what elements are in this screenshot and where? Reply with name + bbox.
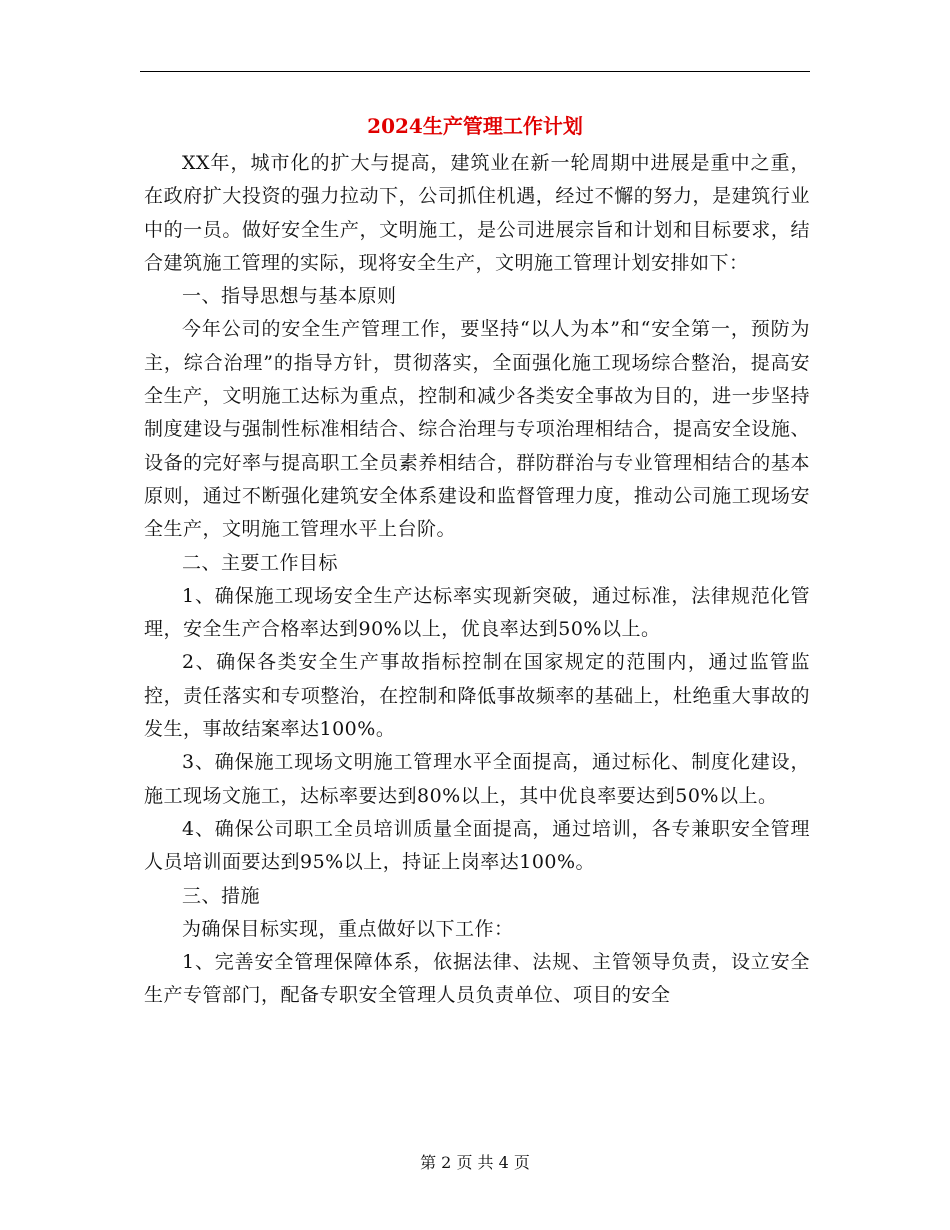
paragraph-goal-3: 3、确保施工现场文明施工管理水平全面提高，通过标化、制度化建设，施工现场文施工，达标率要达到80%以上，其中优良率要达到50%以上。 xyxy=(144,751,810,807)
paragraph-goal-4: 4、确保公司职工全员培训质量全面提高，通过培训，各专兼职安全管理人员培训面要达到95%以上，持证上岗率达100%。 xyxy=(144,817,810,874)
header-rule xyxy=(140,71,810,72)
paragraph-intro: XX年，城市化的扩大与提高，建筑业在新一轮周期中进展是重中之重，在政府扩大投资的强力拉动下，公司抓住机遇，经过不懈的努力，是建筑行业中的一员。做好安全生产，文明施工，是公司进展宗旨和计划和目标要求，结合建筑施工管理的实际，现将安全生产，文明施工管理计划安排如下： xyxy=(144,152,810,274)
paragraph-measures-intro: 为确保目标实现，重点做好以下工作： xyxy=(182,917,514,940)
heading-measures: 三、措施 xyxy=(182,884,261,907)
heading-guiding-principles: 一、指导思想与基本原则 xyxy=(182,285,397,308)
document-title: 2024生产管理工作计划 xyxy=(367,114,583,138)
paragraph-goal-2: 2、确保各类安全生产事故指标控制在国家规定的范围内，通过监管监控，责任落实和专项整治，在控制和降低事故频率的基础上，杜绝重大事故的发生，事故结案率达100%。 xyxy=(144,651,810,741)
paragraph-goal-1: 1、确保施工现场安全生产达标率实现新突破，通过标准，法律规范化管理，安全生产合格率达到90%以上，优良率达到50%以上。 xyxy=(144,584,810,641)
paragraph-measure-1: 1、完善安全管理保障体系，依据法律、法规、主管领导负责，设立安全生产专管部门，配备专职安全管理人员负责单位、项目的安全 xyxy=(144,951,810,1007)
paragraph-principles: 今年公司的安全生产管理工作，要坚持“以人为本”和“安全第一，预防为主，综合治理”的指导方针，贯彻落实，全面强化施工现场综合整治，提高安全生产，文明施工达标为重点，控制和减少各类安全事故为目的，进一步坚持制度建设与强制性标准相结合、综合治理与专项治理相结合，提高安全设施、设备的完好率与提高职工全员素养相结合，群防群治与专业管理相结合的基本原则，通过不断强化建筑安全体系建设和监督管理力度，推动公司施工现场安全生产，文明施工管理水平上台阶。 xyxy=(144,318,810,541)
heading-main-goals: 二、主要工作目标 xyxy=(182,551,339,574)
page-number: 第 2 页 共 4 页 xyxy=(420,1153,530,1172)
document-body xyxy=(144,147,810,1013)
